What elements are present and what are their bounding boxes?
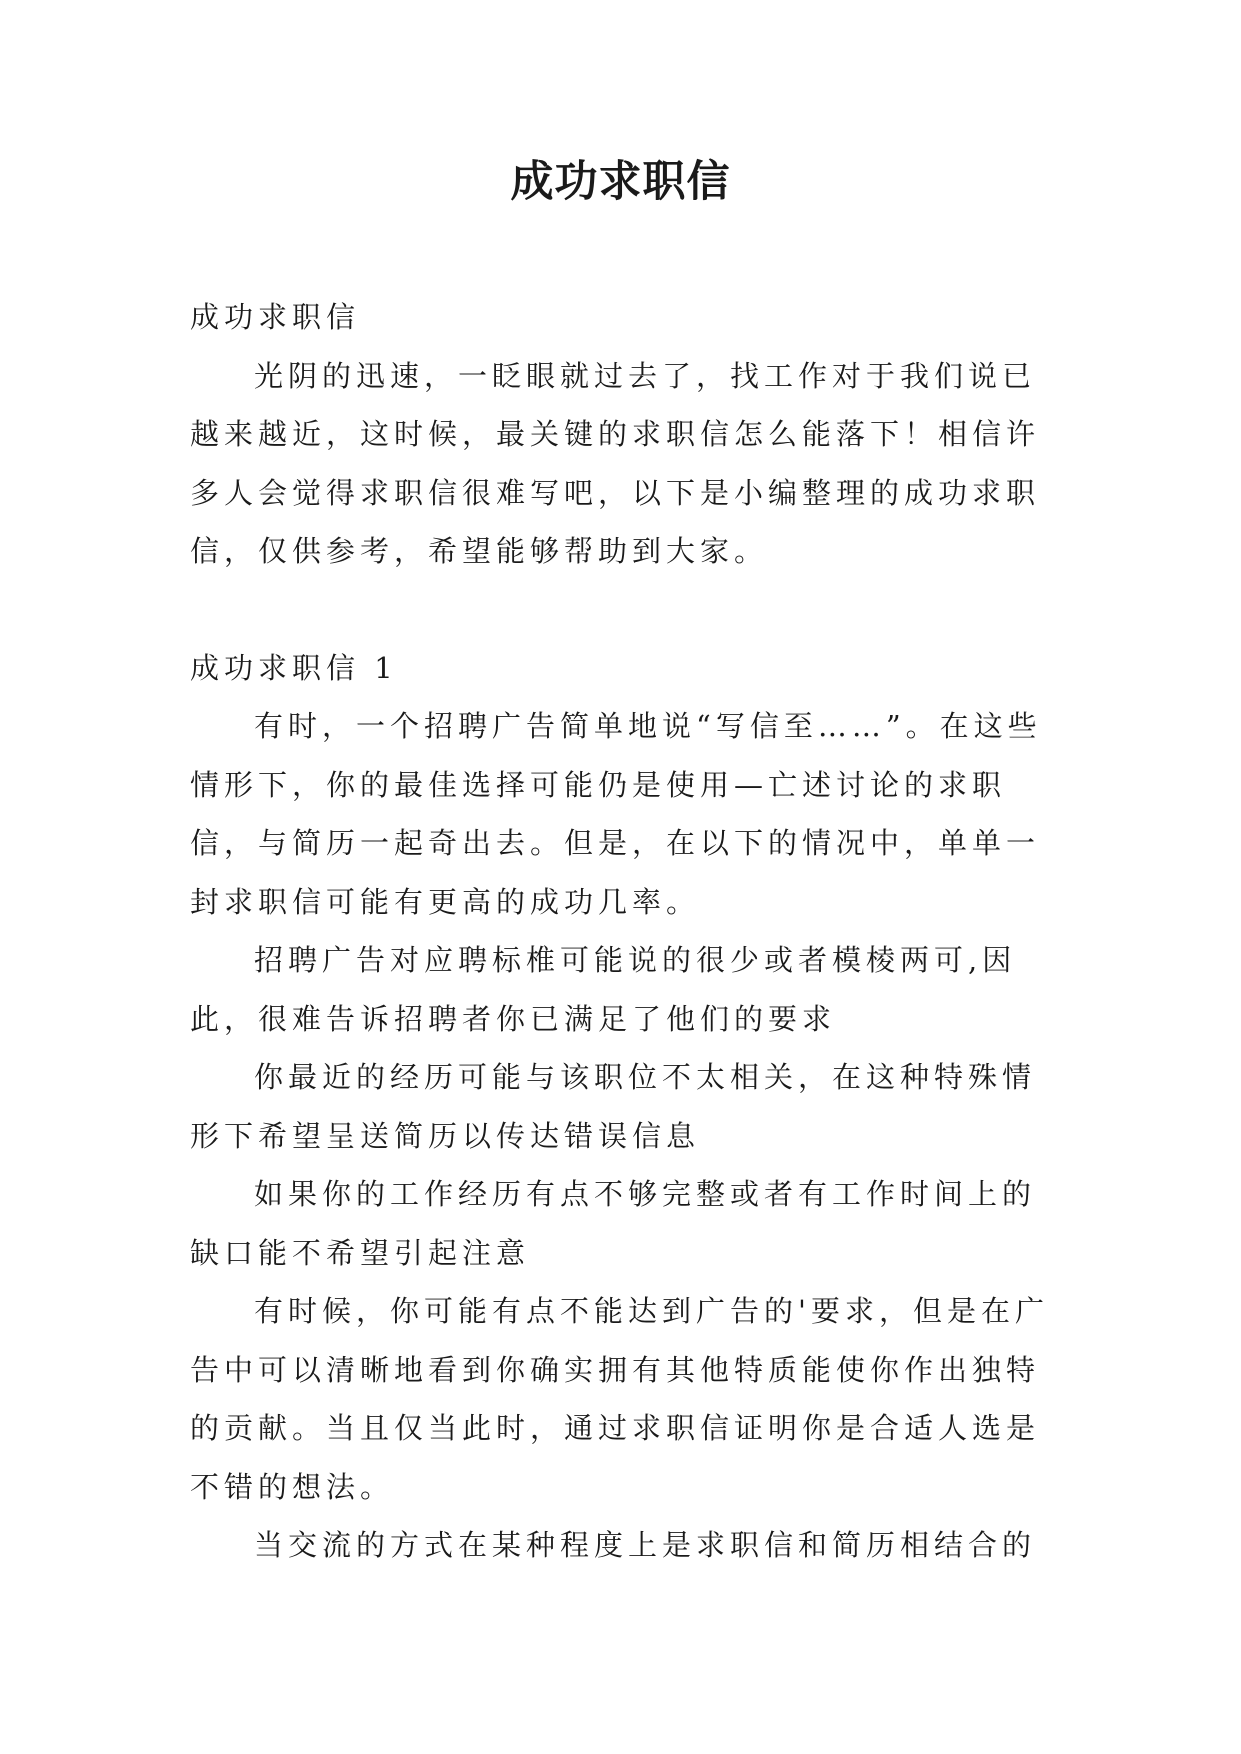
section-heading: 成功求职信 (190, 300, 361, 334)
document-title: 成功求职信 (510, 157, 731, 207)
paragraph: 如果你的工作经历有点不够完整或者有工作时间上的缺口能不希望引起注意 (190, 1177, 1037, 1270)
paragraph: 当交流的方式在某种程度上是求职信和简历相结合的 (254, 1528, 1037, 1562)
paragraph: 你最近的经历可能与该职位不太相关，在这种特殊情形下希望呈送简历以传达错误信息 (190, 1060, 1037, 1153)
paragraph: 有时候，你可能有点不能达到广告的'要求，但是在广告中可以清晰地看到你确实拥有其他特质能使你作出独特的贡献。当且仅当此时，通过求职信证明你是合适人选是不错的想法。 (190, 1294, 1049, 1504)
paragraph: 有时，一个招聘广告简单地说“写信至……”。在这些情形下，你的最佳选择可能仍是使用—亡述讨论的求职信，与简历一起奇出去。但是，在以下的情况中，单单一封求职信可能有更高的成功几率。 (190, 709, 1042, 919)
section1-heading: 成功求职信 1 (190, 650, 398, 685)
paragraph: 招聘广告对应聘标椎可能说的很少或者模棱两可,因此，很难告诉招聘者你已满足了他们的要求 (190, 943, 1017, 1036)
document-body (190, 288, 1056, 1575)
intro-paragraph: 光阴的迅速，一眨眼就过去了，找工作对于我们说已越来越近，这时候，最关键的求职信怎么能落下！相信许多人会觉得求职信很难写吧，以下是小编整理的成功求职信，仅供参考，希望能够帮助到大家。 (190, 358, 1041, 568)
